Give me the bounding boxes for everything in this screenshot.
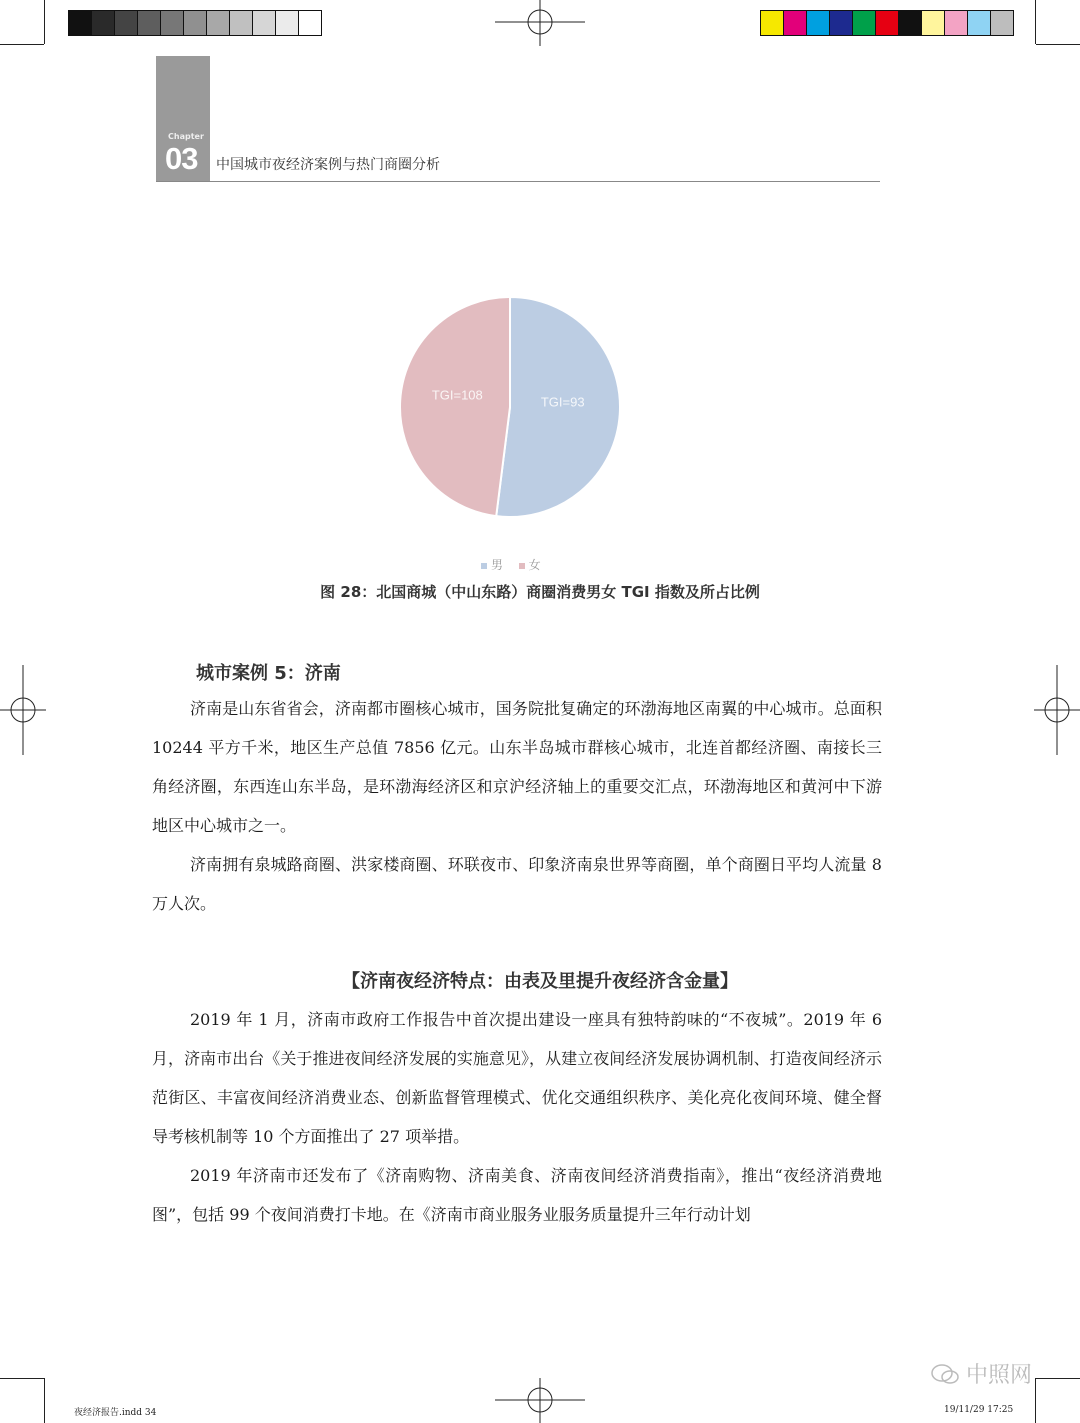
pie-chart xyxy=(380,280,640,540)
grayscale-swatch xyxy=(230,11,253,35)
chapter-word: Chapter xyxy=(168,132,204,141)
grayscale-swatch xyxy=(138,11,161,35)
footer-timestamp: 19/11/29 17:25 xyxy=(944,1405,1014,1415)
pie-slice-female xyxy=(400,297,510,516)
color-swatch xyxy=(922,11,945,35)
grayscale-swatch xyxy=(253,11,276,35)
color-swatch xyxy=(830,11,853,35)
section-title: 城市案例 5：济南 xyxy=(196,663,341,684)
feature-paragraph-2: 2019 年济南市还发布了《济南购物、济南美食、济南夜间经济消费指南》，推出“夜经济消费地图”，包括 99 个夜间消费打卡地。在《济南市商业服务业服务质量提升三年行动计划 xyxy=(152,1166,882,1224)
watermark xyxy=(930,1358,1032,1389)
legend-label-male: 男 xyxy=(491,558,504,572)
wechat-icon xyxy=(930,1363,960,1385)
grayscale-bar xyxy=(68,10,322,36)
footer-filename: 夜经济报告.indd 34 xyxy=(74,1408,157,1418)
color-swatch xyxy=(807,11,830,35)
grayscale-swatch xyxy=(276,11,299,35)
section-paragraph-2: 济南拥有泉城路商圈、洪家楼商圈、环联夜市、印象济南泉世界等商圈，单个商圈日平均人流量 8 万人次。 xyxy=(152,855,882,913)
pie-label-male: TGI=93 xyxy=(540,394,585,410)
color-swatch xyxy=(761,11,784,35)
registration-mark-bottom-icon xyxy=(495,1378,585,1423)
color-swatch xyxy=(784,11,807,35)
chart-legend xyxy=(481,556,541,573)
registration-mark-right-icon xyxy=(1034,665,1080,755)
figure-caption: 图 28：北国商城（中山东路）商圈消费男女 TGI 指数及所占比例 xyxy=(320,583,760,601)
header-rule xyxy=(156,181,880,182)
watermark-text: 中照网 xyxy=(966,1363,1033,1388)
feature-paragraph-1: 2019 年 1 月，济南市政府工作报告中首次提出建设一座具有独特韵味的“不夜城”。2019 年 6 月，济南市出台《关于推进夜间经济发展的实施意见》，从建立夜间经济发展协调机制、打造夜间经济示范街区、丰富夜间经济消费业态、创新监督管理模式、优化交通组织秩序、美化亮化夜间环境、健全督导考核机制等 10 个方面推出了 27 项举措。 xyxy=(152,1010,882,1146)
registration-mark-top-icon xyxy=(495,0,585,46)
grayscale-swatch xyxy=(299,11,321,35)
color-swatch xyxy=(945,11,968,35)
grayscale-swatch xyxy=(161,11,184,35)
legend-swatch-female xyxy=(519,563,525,569)
color-bar xyxy=(760,10,1014,36)
grayscale-swatch xyxy=(92,11,115,35)
grayscale-swatch xyxy=(207,11,230,35)
grayscale-swatch xyxy=(115,11,138,35)
color-swatch xyxy=(853,11,876,35)
legend-label-female: 女 xyxy=(528,558,541,572)
grayscale-swatch xyxy=(184,11,207,35)
chapter-number: 03 xyxy=(165,141,198,176)
feature-title: 【济南夜经济特点：由表及里提升夜经济含金量】 xyxy=(342,971,738,992)
color-swatch xyxy=(968,11,991,35)
registration-mark-left-icon xyxy=(0,665,46,755)
color-swatch xyxy=(876,11,899,35)
color-swatch xyxy=(899,11,922,35)
running-header-title: 中国城市夜经济案例与热门商圈分析 xyxy=(216,157,440,173)
pie-label-female: TGI=108 xyxy=(431,387,483,403)
section-paragraph-1: 济南是山东省省会，济南都市圈核心城市，国务院批复确定的环渤海地区南翼的中心城市。总面积 10244 平方千米，地区生产总值 7856 亿元。山东半岛城市群核心城市，北连首都经济圈、南接长三角经济圈，东西连山东半岛，是环渤海经济区和京沪经济轴上的重要交汇点，环渤海地区和黄河中下游地区中心城市之一。 xyxy=(152,699,882,835)
grayscale-swatch xyxy=(69,11,92,35)
color-swatch xyxy=(991,11,1013,35)
legend-swatch-male xyxy=(481,563,487,569)
